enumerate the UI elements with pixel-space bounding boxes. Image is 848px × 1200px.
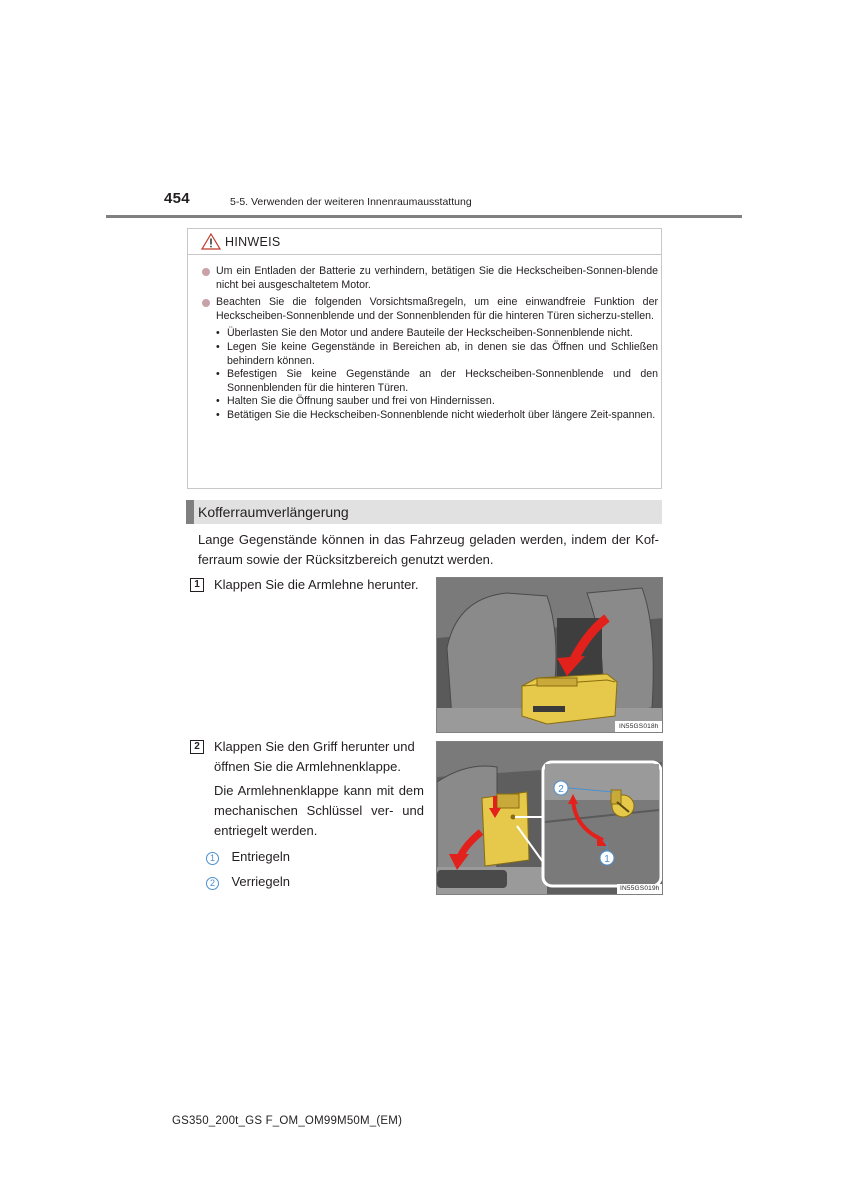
section-heading-bar — [186, 500, 662, 524]
legend-item-lock — [206, 872, 290, 892]
step-2-note: Die Armlehnenklappe kann mit dem mechanischen Schlüssel ver- und entriegelt werden. — [214, 783, 424, 838]
figure-armrest-fold-down — [436, 577, 663, 733]
section-header: 5-5. Verwenden der weiteren Innenraumausstattung — [230, 196, 472, 208]
legend-label: Verriegeln — [231, 874, 290, 889]
notice-sub-item: • Überlasten Sie den Motor und andere Bauteile der Heckscheiben-Sonnenblende nicht. — [216, 327, 633, 340]
section-accent — [186, 500, 194, 524]
step-2-text: Klappen Sie den Griff herunter und öffnen Sie die Armlehnenklappe. — [214, 739, 415, 774]
notice-item-text: Beachten Sie die folgenden Vorsichtsmaßregeln, um eine einwandfreie Funktion der Heckscheiben-Sonnenblende und der Sonnenblenden für die hinteren Türen sicherzu-stellen. — [216, 296, 658, 322]
notice-body — [202, 265, 658, 427]
legend-item-unlock — [206, 847, 290, 867]
figure-code: IN55GS018h — [619, 723, 659, 730]
section-intro: Lange Gegenstände können in das Fahrzeug geladen werden, indem der Kof-ferraum sowie der Rücksitzbereich genutzt werden. — [198, 532, 659, 567]
notice-box — [187, 228, 662, 489]
step-number-2: 2 — [190, 740, 204, 754]
armrest-lid-illustration — [437, 742, 663, 895]
notice-item — [202, 265, 658, 292]
figure-code: IN55GS019h — [620, 885, 660, 892]
armrest-illustration — [437, 578, 663, 733]
page-number: 454 — [164, 190, 190, 207]
step-1-text: Klappen Sie die Armlehne herunter. — [214, 577, 419, 592]
bullet-dot-icon — [202, 268, 210, 276]
notice-sub-list — [202, 327, 658, 422]
callout-label-1: 1 — [604, 854, 610, 865]
step-number-1: 1 — [190, 578, 204, 592]
notice-item-text: Um ein Entladen der Batterie zu verhindern, betätigen Sie die Heckscheiben-Sonnen-blende nicht bei ausgeschaltetem Motor. — [216, 265, 658, 291]
header-rule — [106, 215, 742, 218]
bullet-dot-icon — [202, 299, 210, 307]
section-title: Kofferraumverlängerung — [198, 504, 349, 520]
notice-title: HINWEIS — [225, 235, 281, 249]
notice-item — [202, 296, 658, 422]
figure-armrest-lid — [436, 741, 663, 895]
warning-triangle-icon — [201, 233, 221, 250]
callout-number-2: 2 — [206, 877, 219, 890]
notice-sub-item: • Legen Sie keine Gegenstände in Bereichen ab, in denen sie das Öffnen und Schließen behindern können. — [216, 340, 658, 367]
callout-label-2: 2 — [558, 784, 564, 795]
page-footer: GS350_200t_GS F_OM_OM99M50M_(EM) — [172, 1115, 403, 1127]
legend-label: Entriegeln — [231, 849, 290, 864]
notice-sub-item: • Halten Sie die Öffnung sauber und frei von Hindernissen. — [216, 395, 495, 408]
notice-sub-item: • Befestigen Sie keine Gegenstände an der Heckscheiben-Sonnenblende und den Sonnenblenden für die hinteren Türen. — [216, 368, 658, 394]
notice-sub-item: • Betätigen Sie die Heckscheiben-Sonnenblende nicht wiederholt über längere Zeit-spannen. — [216, 408, 656, 421]
callout-number-1: 1 — [206, 852, 219, 865]
notice-header — [188, 229, 661, 255]
